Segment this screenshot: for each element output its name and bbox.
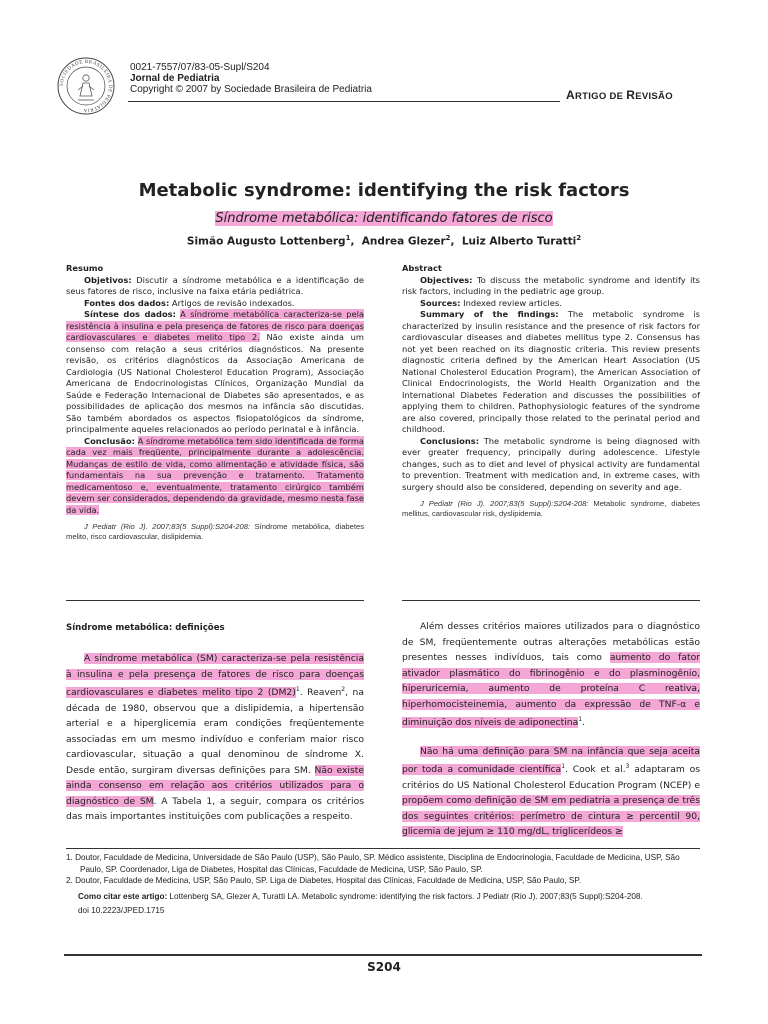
- page-number: S204: [367, 960, 401, 974]
- abstract-section: [402, 263, 700, 518]
- footnote-divider: [66, 848, 700, 849]
- resumo-conclusao: Conclusão: A síndrome metabólica tem sido identificada de forma cada vez mais freqüente, principalmente durante a adolescência. Mudanças de estilo de vida, como alimentação e atividade física, são fundamentais na sua prevenção e tratamento. Tratamento medicamentoso e, eventualmente, tratamento cirúrgico também devem ser considerados, dependendo da gravidade, mesmo nesta fase da vida.: [66, 435, 364, 515]
- abstract-citation: J Pediatr (Rio J). 2007;83(5 Suppl):S204-208: Metabolic syndrome, diabetes mellitus, cardiovascular risk, dyslipidemia.: [402, 499, 700, 518]
- body-paragraph: Além desses critérios maiores utilizados para o diagnóstico de SM, freqüentemente outras alterações metabólicas estão presentes nesses indivíduos, tais como aumento do fator ativador plasmático do fibrinogênio e do plasminogênio, hiperuricemia, aumento de proteína C reativa, hiperhomocisteinemia, aumento da expressão de TNF-α e diminuição dos níveis de adiponectina$^1$.: [402, 621, 700, 729]
- abstract-conclusions: Conclusions: The metabolic syndrome is being diagnosed with ever greater frequency, principally during adolescence. Lifestyle changes, such as to diet and level of physical activity are fundamental to prevention. Treatment with medication and, in extreme cases, with surgery should also be considered, depending on severity and age.: [402, 435, 700, 492]
- section-label: ARTIGO DE REVISÃO: [566, 88, 673, 102]
- body-right-column: [402, 619, 700, 840]
- resumo-citation: J Pediatr (Rio J). 2007;83(5 Suppl):S204-208: Síndrome metabólica, diabetes melito, risco cardiovascular, dislipidemia.: [66, 522, 364, 541]
- article-code: 0021-7557/07/83-05-Supl/S204: [130, 62, 270, 73]
- body-paragraph: Não há uma definição para SM na infância que seja aceita por toda a comunidade científica$^1$. Cook et al.$^3$ adaptaram os critérios do US National Cholesterol Education Program (NCEP) e propõem como definição de SM em pediatria a presença de três dos seguintes critérios: perímetro de cintura ≥ percentil 90, glicemia de jejum ≥ 110 mg/dL, triglicerídeos ≥: [402, 745, 700, 838]
- journal-header: [130, 62, 372, 95]
- body-left-column: [66, 651, 364, 825]
- abstract-sources: Sources: Indexed review articles.: [420, 297, 562, 308]
- resumo-heading: Resumo: [66, 263, 104, 273]
- svg-text:SOCIEDADE BRASILEIRA DE PEDIAT: SOCIEDADE BRASILEIRA DE PEDIATRIA: [59, 59, 113, 113]
- journal-name: Jornal de Pediatria: [130, 73, 220, 84]
- resumo-section: [66, 263, 364, 541]
- resumo-fontes: Fontes dos dados: Artigos de revisão indexados.: [84, 297, 295, 308]
- body-paragraph: A síndrome metabólica (SM) caracteriza-se pela resistência à insulina e pela presença de fatores de risco para doenças cardiovasculares e diabetes melito tipo 2 $(DM2)^1$. Reaven$^2$, na década de 1980, observou que a dislipidemia, a hipertensão arterial e a hiperglicemia eram condições freqüentemente associadas em um mesmo indivíduo e conferiam maior risco cardiovascular, situação a qual denominou de síndrome X. Desde então, surgiram diversas definições para SM. Não existe ainda consenso em relação aos critérios utilizados para o diagnóstico de SM. A Tabela 1, a seguir, compara os critérios das mais importantes instituições com publicações a respeito.: [66, 653, 365, 823]
- copyright-line: Copyright © 2007 by Sociedade Brasileira de Pediatria: [130, 84, 372, 95]
- section-heading: Síndrome metabólica: definições: [66, 623, 225, 633]
- society-seal-logo: [56, 56, 116, 116]
- resumo-sintese: Síntese dos dados: A síndrome metabólica caracteriza-se pela resistência à insulina e pela presença de fatores de risco para doenças cardiovasculares e diabetes melito tipo 2. Não existe ainda um consenso com relação a seus critérios diagnósticos. Na presente revisão, os critérios diagnósticos da Associação Americana de Cardiologia (US National Cholesterol Education Program), Associação Americana de Endocrinologistas Clínicos, Organização Mundial da Saúde e Federação Internacional de Diabetes são apresentados, e as possibilidades de aplicação dos mesmos na infância são discutidas. São também abordados os aspectos fisiopatológicos da síndrome, principalmente aqueles relacionados ao período perinatal e à infância.: [66, 309, 364, 434]
- footnote-2: 2. Doutor, Faculdade de Medicina, USP, São Paulo, SP. Liga de Diabetes, Hospital das Clínicas, Faculdade de Medicina, USP, São Paulo, SP.: [66, 876, 582, 885]
- header-rule: [128, 101, 560, 102]
- doi: doi 10.2223/JPED.1715: [78, 906, 165, 915]
- article-subtitle: Síndrome metabólica: identificando fatores de risco: [215, 211, 553, 226]
- author-name: Andrea Glezer: [361, 235, 446, 248]
- abstract-objectives: Objectives: To discuss the metabolic syndrome and identify its risk factors, including in the pediatric age group.: [402, 274, 700, 296]
- resumo-divider: [66, 600, 364, 601]
- footnotes: [66, 852, 700, 917]
- resumo-objetivos: Objetivos: Discutir a síndrome metabólica e a identificação de seus fatores de risco, inclusive na faixa etária pediátrica.: [66, 274, 364, 296]
- abstract-heading: Abstract: [402, 263, 442, 273]
- how-to-cite: Como citar este artigo: Lottenberg SA, Glezer A, Turatti LA. Metabolic syndrome: identifying the risk factors. J Pediatr (Rio J). 2007;83(5 Suppl):S204-208.: [78, 891, 643, 901]
- author-list: Simão Augusto Lottenberg$^1$, Andrea Glezer$^2$, Luiz Alberto Turatti$^2$: [186, 234, 582, 248]
- author-name: Simão Augusto Lottenberg: [186, 235, 346, 248]
- abstract-summary: Summary of the findings: The metabolic syndrome is characterized by insulin resistance and the presence of risk factors for cardiovascular diseases and diabetes mellitus type 2. Consensus has not yet been reached on its diagnostic criteria. This review presents diagnostic criteria defined by the American Heart Association (US National Cholesterol Education Program), the American Association of Clinical Endocrinologists, the World Health Organization and the International Diabetes Federation and discusses the possibilities of applying them to children. Pathophysiologic features of the syndrome are also covered, principally those related to the perinatal period and childhood.: [402, 309, 700, 434]
- abstract-divider: [402, 600, 700, 601]
- article-title: Metabolic syndrome: identifying the risk factors: [138, 180, 630, 201]
- page-number-rule: [64, 954, 702, 956]
- footnote-1: 1. Doutor, Faculdade de Medicina, Universidade de São Paulo (USP), São Paulo, SP. Médico assistente, Disciplina de Endocrinologia, Faculdade de Medicina, USP, São Paulo, SP. Coordenador, Liga de Diabetes, Hospital das Clínicas, Faculdade de Medicina, USP, São Paulo, SP.: [66, 853, 680, 874]
- author-name: Luiz Alberto Turatti: [461, 235, 577, 248]
